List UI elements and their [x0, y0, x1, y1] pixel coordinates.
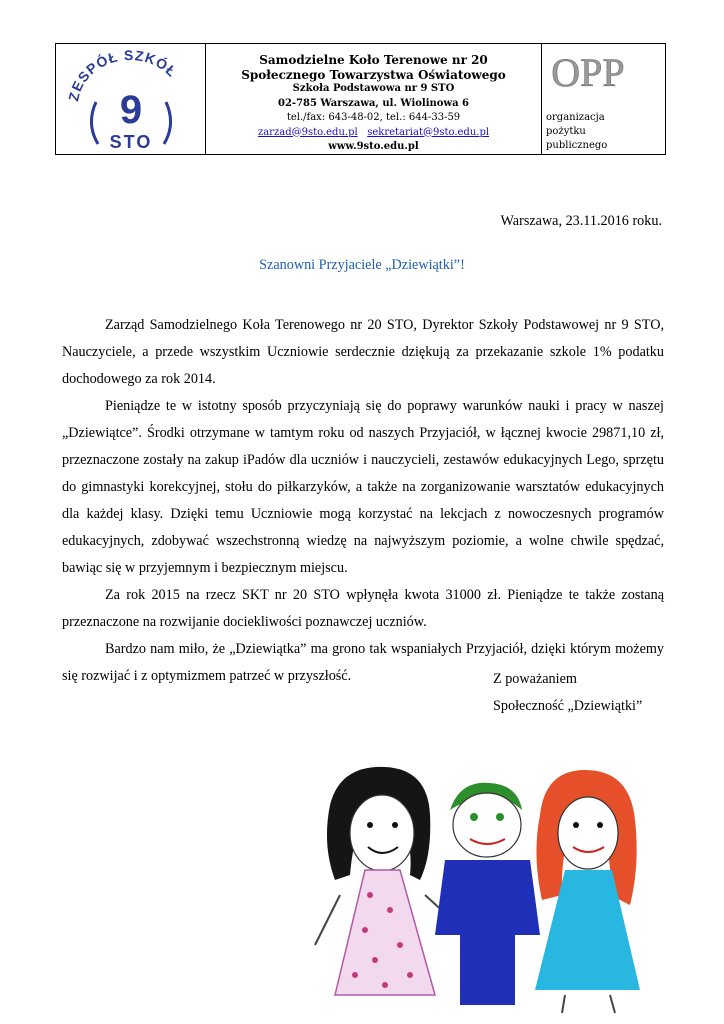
org-name-line2: Społecznego Towarzystwa Oświatowego	[241, 67, 506, 82]
opp-letters: OPP	[551, 50, 625, 95]
website-link[interactable]: www.9sto.edu.pl	[328, 141, 419, 152]
opp-logo	[542, 44, 665, 110]
school-logo-cell	[56, 44, 206, 154]
logo-sto: STO	[109, 132, 153, 152]
letterhead	[55, 43, 666, 155]
letter-signature	[493, 666, 642, 720]
org-name-line1: Samodzielne Koło Terenowe nr 20	[259, 53, 488, 67]
middle-child-face	[453, 793, 521, 857]
school-logo	[56, 44, 206, 156]
opp-logo-cell	[542, 44, 665, 154]
logo-arc-text: ZESPÓŁ SZKÓŁ	[65, 46, 181, 103]
school-phone: tel./fax: 643-48-02, tel.: 644-33-59	[286, 112, 461, 123]
paragraph-4: Bardzo nam miło, że „Dziewiątka” ma grono tak wspaniałych Przyjaciół, dzięki którym możemy się rozwijać i z optymizmem patrzeć w przyszłość.	[62, 641, 664, 684]
middle-child-shirt	[435, 860, 540, 1005]
school-info	[206, 44, 542, 154]
logo-number: 9	[119, 88, 143, 132]
letter-body	[62, 312, 664, 690]
paragraph-1: Zarząd Samodzielnego Koła Terenowego nr 20 STO, Dyrektor Szkoły Podstawowej nr 9 STO, Nauczyciele, a przede wszystkim Uczniowie serdecznie dziękują za przekazanie szkole 1% podatku dochodowego za rok 2014.	[62, 317, 664, 387]
signature-name: Społeczność „Dziewiątki”	[493, 698, 643, 714]
paragraph-2: Pieniądze te w istotny sposób przyczyniają się do poprawy warunków nauki i pracy w naszej „Dziewiątce”. Środki otrzymane w tamtym roku od naszych Przyjaciół, w łącznej kwocie 29871,10 zł, przeznaczone zostały na zakup iPadów dla uczniów i nauczycieli, zestawów edukacyjnych Lego, sprzętu do gimnastyki korekcyjnej, stołu do piłkarzyków, a także na zorganizowanie warsztatów edukacyjnych dla każdej klasy. Dzięki temu Uczniowie mogą korzystać na lekcjach z nowoczesnych programów edukacyjnych, zdobywać wszechstronną wiedzę na najwyższym poziomie, a wolne chwile spędzać, bawiąc się w przyjemnym i bezpiecznym miejscu.	[62, 398, 664, 576]
left-child-face	[350, 795, 414, 871]
letter-salutation: Szanowni Przyjaciele „Dziewiątki”!	[259, 257, 465, 273]
school-address: 02-785 Warszawa, ul. Wiolinowa 6	[278, 97, 469, 109]
email-link-zarzad[interactable]: zarzad@9sto.edu.pl	[257, 126, 358, 138]
paragraph-3: Za rok 2015 na rzecz SKT nr 20 STO wpłynęła kwota 31000 zł. Pieniądze te także zostaną przeznaczone na rozwijanie dociekliwości poznawczej uczniów.	[62, 587, 664, 630]
left-child-dress	[335, 870, 435, 995]
right-child-face	[558, 797, 618, 869]
email-link-sekretariat[interactable]: sekretariat@9sto.edu.pl	[367, 126, 490, 138]
closing-phrase: Z poważaniem	[493, 671, 577, 687]
school-name: Szkoła Podstawowa nr 9 STO	[292, 83, 455, 94]
letter-date: Warszawa, 23.11.2016 roku.	[500, 213, 662, 229]
children-drawing	[310, 745, 660, 1015]
opp-caption: organizacja pożytku publicznego	[546, 112, 608, 151]
